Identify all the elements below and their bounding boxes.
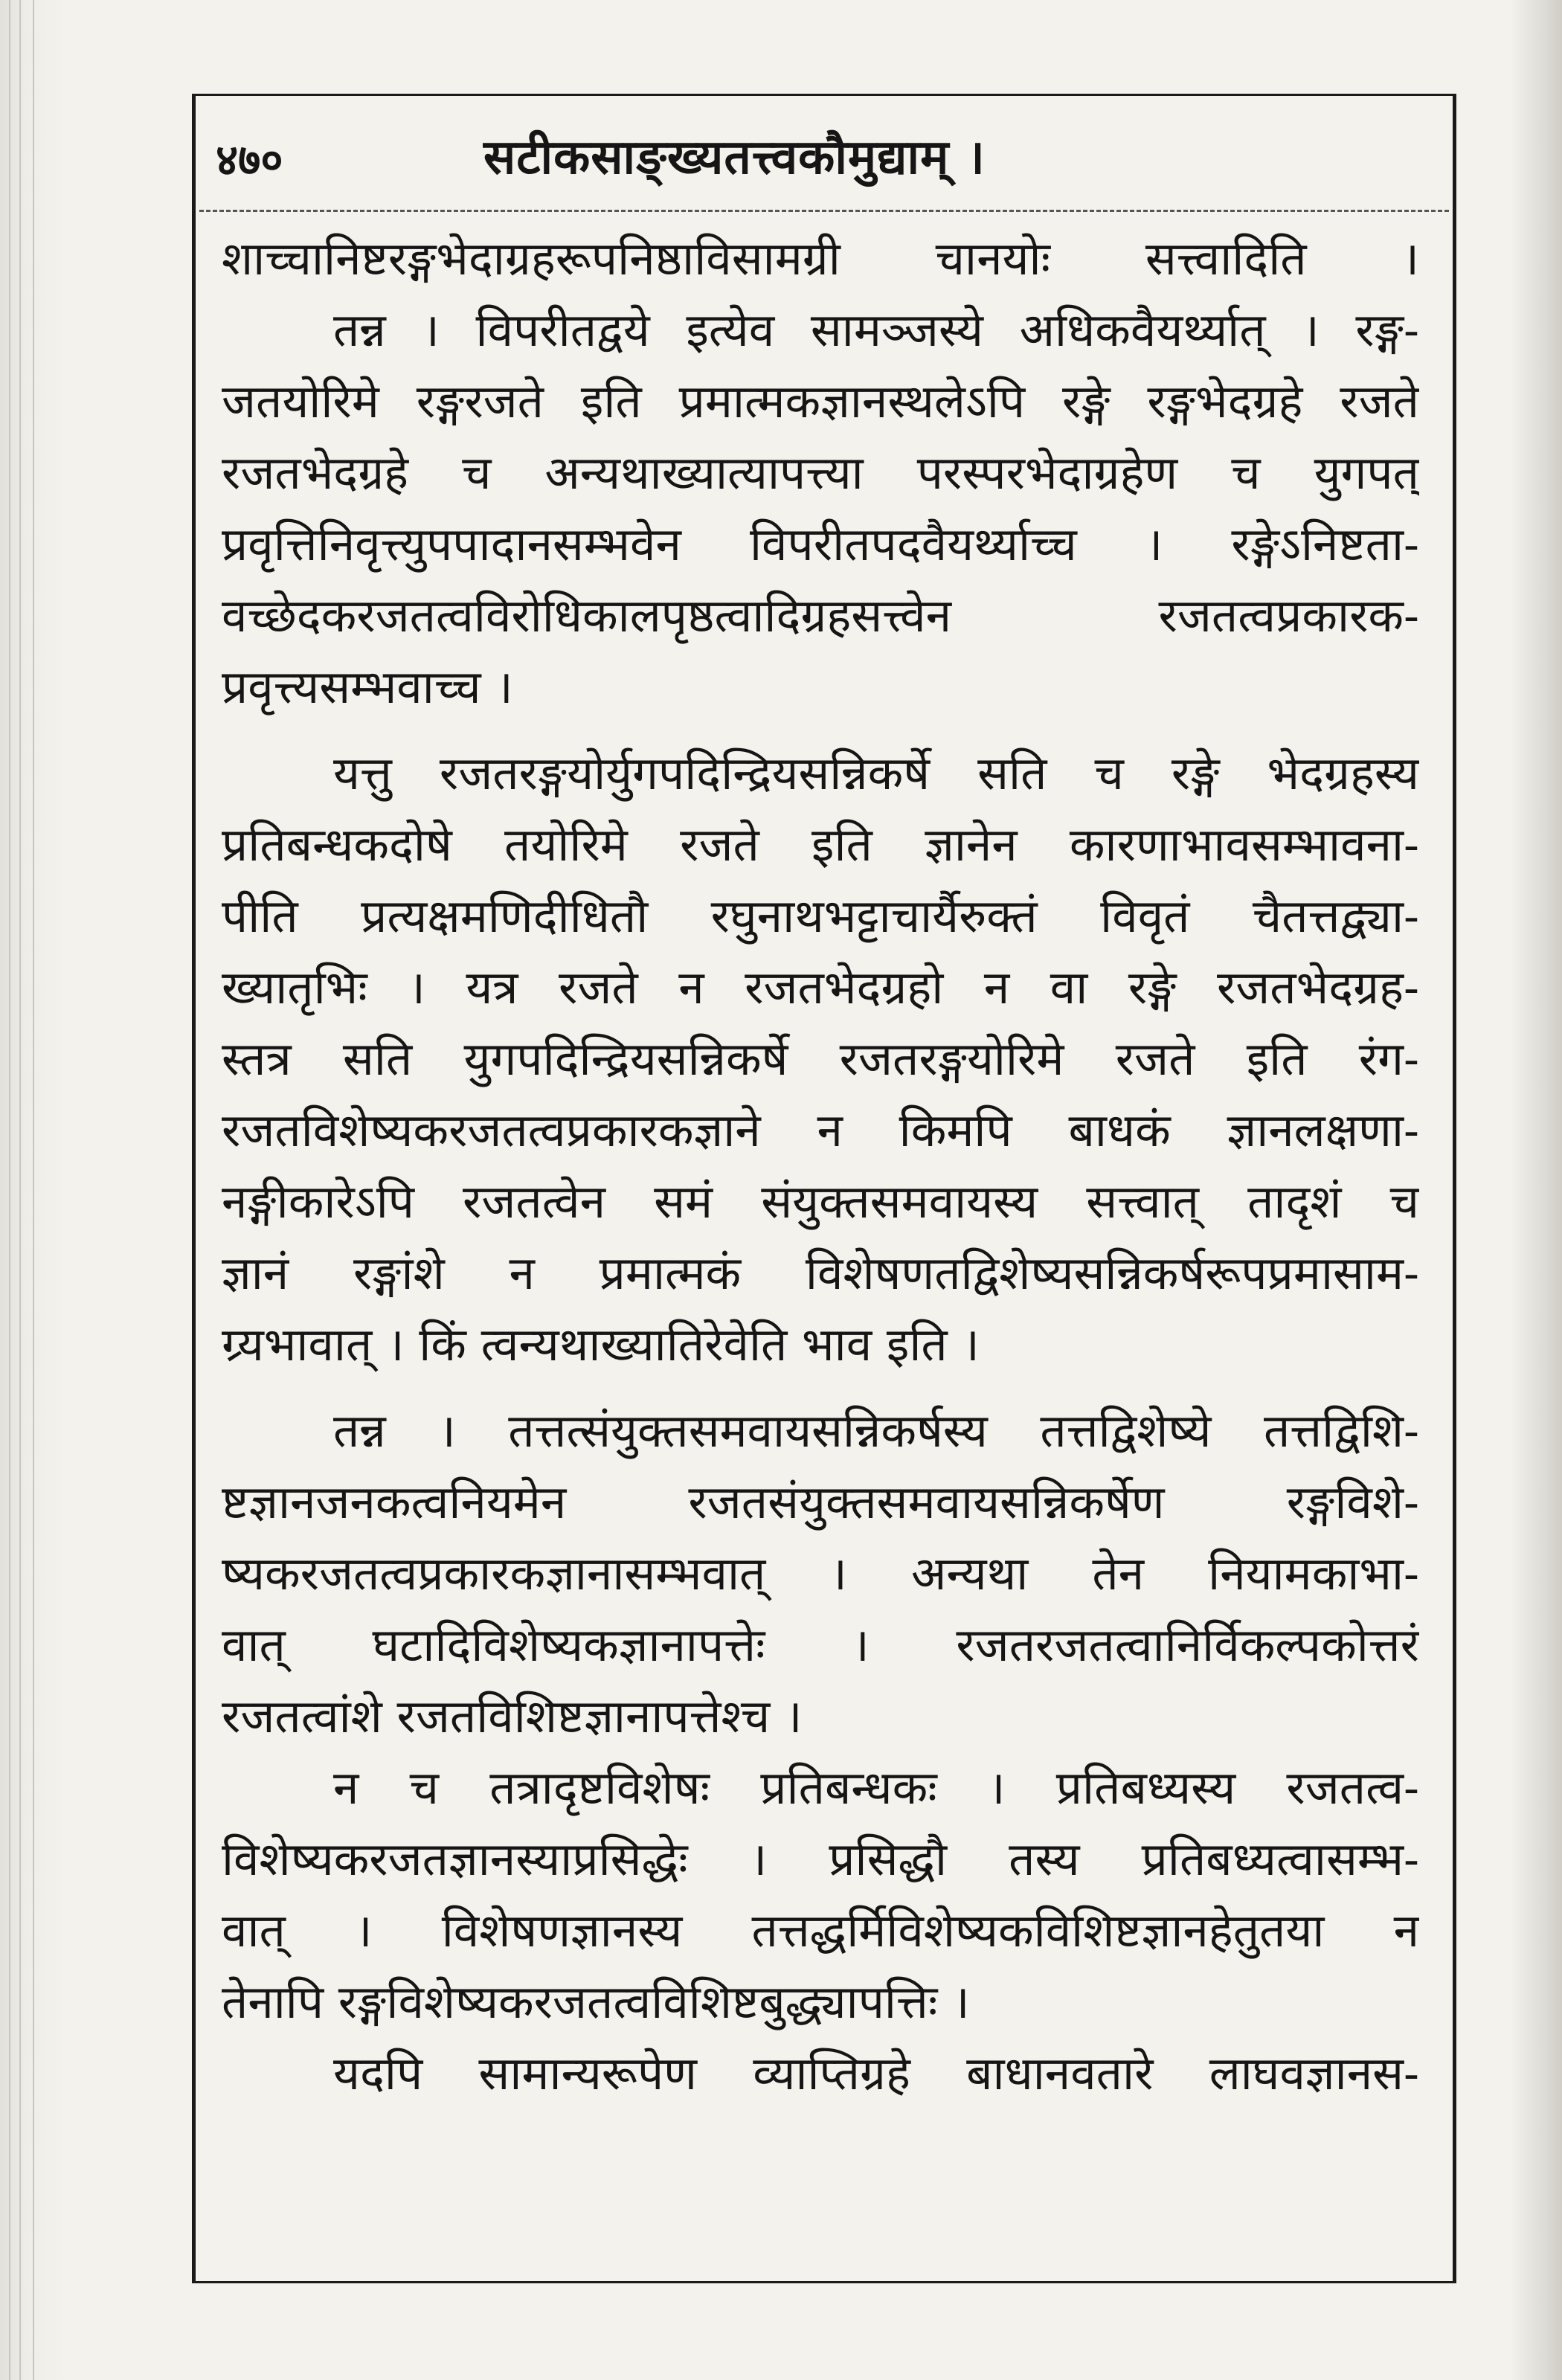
scan-artifact-line <box>9 0 10 2380</box>
text-line: प्रवृत्तिनिवृत्त्युपपादानसम्भवेन विपरीतपदवैयर्थ्याच्च । रङ्गेऽनिष्टता- <box>222 517 1419 571</box>
page-number: ४७० <box>216 135 283 185</box>
text-line: न च तत्रादृष्टविशेषः प्रतिबन्धकः । प्रतिबध्यस्य रजतत्व- <box>333 1760 1419 1815</box>
text-line: तन्न । तत्तत्संयुक्तसमवायसन्निकर्षस्य तत्तद्विशेष्ये तत्तद्विशि- <box>333 1403 1419 1458</box>
text-line: ज्ञानं रङ्गांशे न प्रमात्मकं विशेषणतद्विशेष्यसन्निकर्षरूपप्रमासाम- <box>222 1246 1419 1300</box>
body-text <box>222 223 1419 2109</box>
text-line: प्रवृत्त्यसम्भवाच्च । <box>222 660 513 714</box>
text-line: पीति प्रत्यक्षमणिदीधितौ रघुनाथभट्टाचार्यैरुक्तं विवृतं चैतत्तद्व्या- <box>222 889 1419 943</box>
text-line: रजतभेदग्रहे च अन्यथाख्यात्यापत्त्या परस्परभेदाग्रहेण च युगपत् <box>222 446 1419 500</box>
text-line: तन्न । विपरीतद्वये इत्येव सामञ्जस्ये अधिकवैयर्थ्यात् । रङ्ग- <box>333 303 1419 357</box>
text-line: वात् । विशेषणज्ञानस्य तत्तद्धर्मिविशेष्यकविशिष्टज्ञानहेतुतया न <box>222 1903 1419 1958</box>
text-line: प्रतिबन्धकदोषे तयोरिमे रजते इति ज्ञानेन कारणाभावसम्भावना- <box>222 817 1419 872</box>
text-line: ष्टज्ञानजनकत्वनियमेन रजतसंयुक्तसमवायसन्निकर्षेण रङ्गविशे- <box>222 1475 1419 1529</box>
header-rule <box>199 210 1449 212</box>
text-line: स्तत्र सति युगपदिन्द्रियसन्निकर्षे रजतरङ्गयोरिमे रजते इति रंग- <box>222 1032 1419 1086</box>
text-line: वात् घटादिविशेष्यकज्ञानापत्तेः । रजतरजतत्वानिर्विकल्पकोत्तरं <box>222 1618 1419 1672</box>
text-line: ख्यातृभिः । यत्र रजते न रजतभेदग्रहो न वा रङ्गे रजतभेदग्रह- <box>222 960 1419 1014</box>
text-line: वच्छेदकरजतत्वविरोधिकालपृष्ठत्वादिग्रहसत्त्वेन रजतत्वप्रकारक- <box>222 588 1419 643</box>
scan-shadow <box>1510 0 1562 2380</box>
text-line: शाच्चानिष्टरङ्गभेदाग्रहरूपनिष्ठाविसामग्री चानयोः सत्त्वादिति । <box>222 231 1419 286</box>
text-line: नङ्गीकारेऽपि रजतत्वेन समं संयुक्तसमवायस्य सत्त्वात् तादृशं च <box>222 1174 1419 1229</box>
text-line: ष्यकरजतत्वप्रकारकज्ञानासम्भवात् । अन्यथा तेन नियामकाभा- <box>222 1546 1419 1601</box>
text-line: ग्र्यभावात् । किं त्वन्यथाख्यातिरेवेति भाव इति । <box>222 1317 980 1371</box>
running-head: सटीकसाङ्ख्यतत्त्वकौमुद्याम् । <box>483 129 986 185</box>
scan-artifact-line <box>19 0 21 2380</box>
text-line: यदपि सामान्यरूपेण व्याप्तिग्रहे बाधानवतारे लाघवज्ञानस- <box>333 2046 1419 2100</box>
scan-artifact-line <box>33 0 34 2380</box>
text-line: तेनापि रङ्गविशेष्यकरजतत्वविशिष्टबुद्ध्यापत्तिः । <box>222 1975 970 2029</box>
text-line: जतयोरिमे रङ्गरजते इति प्रमात्मकज्ञानस्थलेऽपि रङ्गे रङ्गभेदग्रहे रजते <box>222 374 1419 428</box>
text-line: रजतविशेष्यकरजतत्वप्रकारकज्ञाने न किमपि बाधकं ज्ञानलक्षणा- <box>222 1103 1419 1157</box>
page-header <box>216 123 1421 205</box>
text-line: रजतत्वांशे रजतविशिष्टज्ञानापत्तेश्च । <box>222 1689 803 1743</box>
text-line: विशेष्यकरजतज्ञानस्याप्रसिद्धेः । प्रसिद्धौ तस्य प्रतिबध्यत्वासम्भ- <box>222 1832 1419 1886</box>
text-line: यत्तु रजतरङ्गयोर्युगपदिन्द्रियसन्निकर्षे सति च रङ्गे भेदग्रहस्य <box>333 746 1419 800</box>
